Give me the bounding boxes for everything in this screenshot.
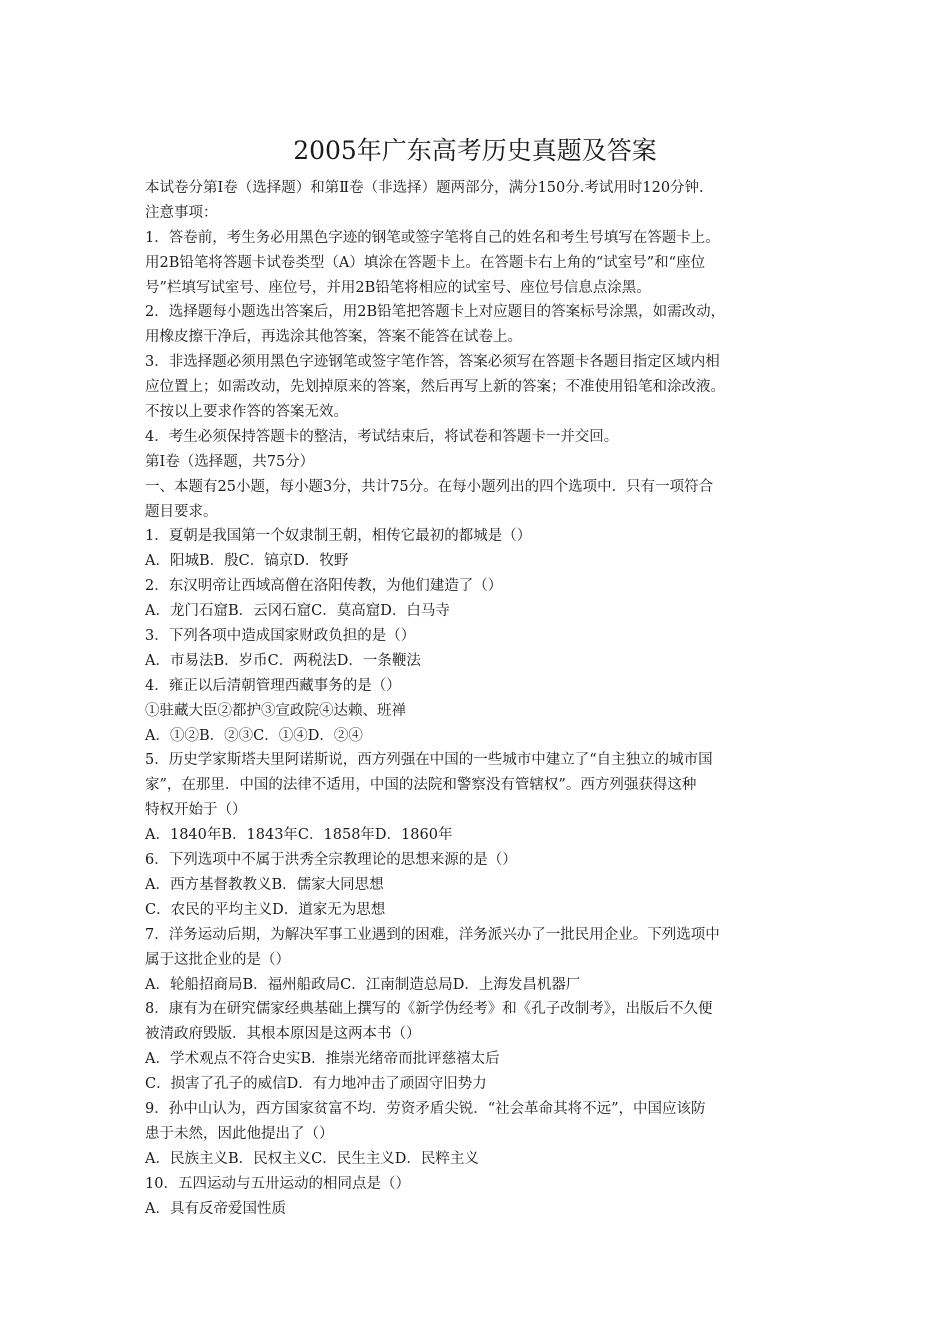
text-line: 4．考生必须保持答题卡的整洁，考试结束后，将试卷和答题卡一并交回。	[145, 428, 619, 445]
text-line: 应位置上；如需改动，先划掉原来的答案，然后再写上新的答案；不准使用铅笔和涂改液。	[145, 379, 725, 396]
text-line: 3．非选择题必须用黑色字迹钢笔或签字笔作答，答案必须写在答题卡各题目指定区域内相	[145, 354, 720, 371]
document-title: 2005年广东高考历史真题及答案	[293, 136, 657, 165]
text-line: 家”，在那里．中国的法律不适用，中国的法院和警察没有管辖权”。西方列强获得这种	[145, 777, 697, 794]
text-line: ①驻藏大臣②都护③宣政院④达赖、班禅	[145, 702, 406, 719]
text-line: 一、本题有25小题，每小题3分，共计75分。在每小题列出的四个选项中．只有一项符合	[145, 478, 714, 495]
text-line: 2．选择题每小题选出答案后，用2B铅笔把答题卡上对应题目的答案标号涂黑，如需改动，	[145, 304, 726, 321]
text-line: 不按以上要求作答的答案无效。	[145, 404, 348, 421]
text-line: 属于这批企业的是（）	[145, 951, 290, 968]
text-line: A．①②B．②③C．①④D．②④	[145, 727, 363, 744]
text-line: A．学术观点不符合史实B．推崇光绪帝而批评慈禧太后	[145, 1051, 500, 1068]
text-line: 患于未然，因此他提出了（）	[145, 1125, 334, 1142]
text-line: 8．康有为在研究儒家经典基础上撰写的《新学伪经考》和《孔子改制考》，出版后不久便	[145, 1001, 713, 1018]
text-line: 9．孙中山认为，西方国家贫富不均．劳资矛盾尖锐．“社会革命其将不远”，中国应该防	[145, 1100, 706, 1117]
text-line: 7．洋务运动后期，为解决军事工业遇到的困难，洋务派兴办了一批民用企业。下列选项中	[145, 926, 720, 943]
text-line: 题目要求。	[145, 503, 218, 520]
text-line: A．西方基督教教义B．儒家大同思想	[145, 876, 384, 893]
text-line: 2．东汉明帝让西域高僧在洛阳传教，为他们建造了（）	[145, 578, 503, 595]
text-line: A．轮船招商局B．福州船政局C．江南制造总局D．上海发昌机器厂	[145, 976, 581, 993]
text-line: 特权开始于（）	[145, 802, 247, 819]
text-line: 1．夏朝是我国第一个奴隶制王朝，相传它最初的都城是（）	[145, 528, 532, 545]
text-line: A．市易法B．岁币C．两税法D．一条鞭法	[145, 652, 421, 669]
text-line: 4．雍正以后清朝管理西藏事务的是（）	[145, 677, 401, 694]
document-body	[145, 176, 825, 1221]
text-line: 1．答卷前，考生务必用黑色字迹的钢笔或签字笔将自己的姓名和考生号填写在答题卡上。	[145, 229, 720, 246]
text-line: 第Ⅰ卷（选择题，共75分）	[145, 453, 315, 470]
text-line: C．损害了孔子的威信D．有力地冲击了顽固守旧势力	[145, 1076, 487, 1093]
text-line: A．龙门石窟B．云冈石窟C．莫高窟D．白马寺	[145, 603, 450, 620]
text-line: 号”栏填写试室号、座位号，并用2B铅笔将相应的试室号、座位号信息点涂黑。	[145, 279, 651, 296]
text-line: 本试卷分第Ⅰ卷（选择题）和第Ⅱ卷（非选择）题两部分，满分150分.考试用时120分钟.	[145, 180, 704, 196]
text-line: A．民族主义B．民权主义C．民生主义D．民粹主义	[145, 1150, 479, 1167]
text-line: 3．下列各项中造成国家财政负担的是（）	[145, 628, 416, 645]
text-line: A．1840年B．1843年C．1858年D．1860年	[145, 827, 453, 844]
text-line: 被清政府毁版．其根本原因是这两本书（）	[145, 1026, 421, 1043]
text-line: 注意事项：	[145, 204, 218, 221]
text-line: 10．五四运动与五卅运动的相同点是（）	[145, 1175, 410, 1192]
text-line: C．农民的平均主义D．道家无为思想	[145, 901, 386, 918]
text-line: 5．历史学家斯塔夫里阿诺斯说，西方列强在中国的一些城市中建立了“自主独立的城市国	[145, 752, 713, 769]
text-line: 6．下列选项中不属于洪秀全宗教理论的思想来源的是（）	[145, 852, 517, 869]
text-line: 用橡皮擦干净后，再选涂其他答案，答案不能答在试卷上。	[145, 329, 522, 346]
text-line: 用2B铅笔将答题卡试卷类型（A）填涂在答题卡上。在答题卡右上角的“试室号”和“座位	[145, 254, 706, 271]
text-line: A．阳城B．殷C．镐京D．牧野	[145, 553, 349, 570]
text-line: A．具有反帝爱国性质	[145, 1200, 286, 1217]
